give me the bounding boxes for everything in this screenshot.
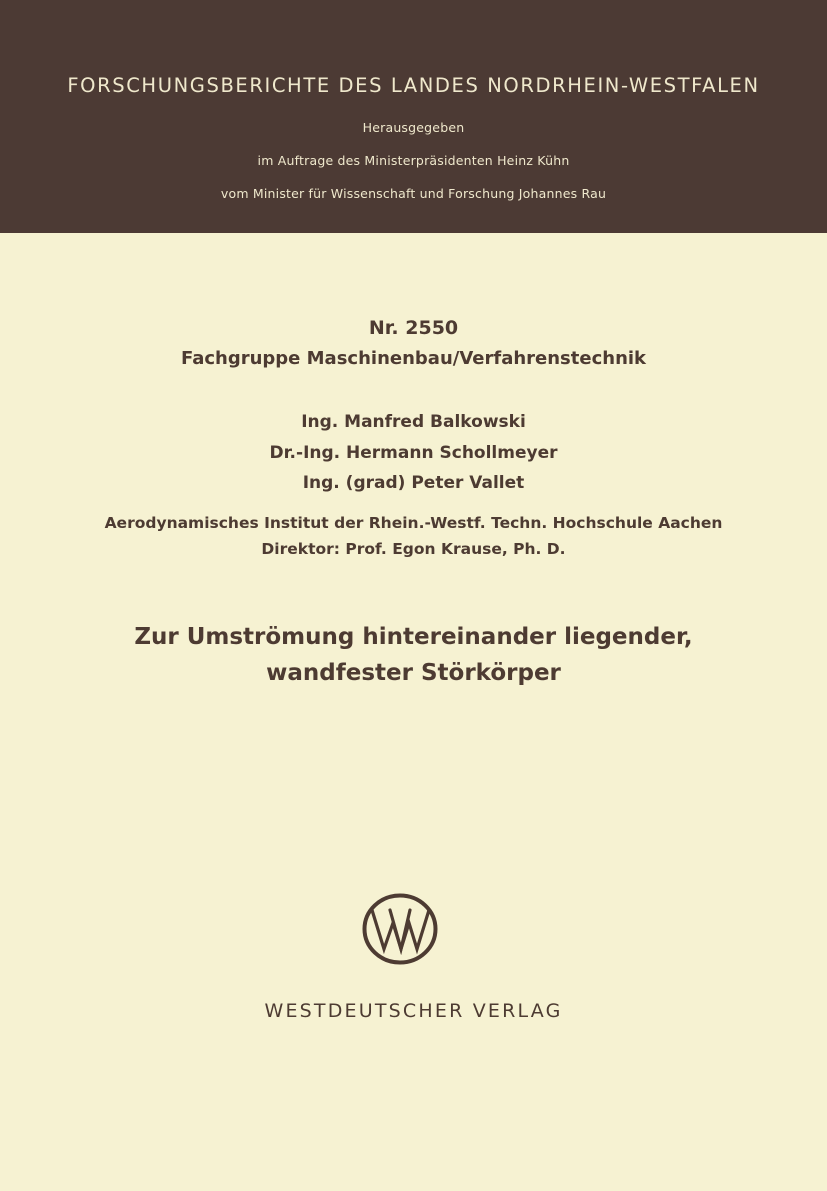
series-title: FORSCHUNGSBERICHTE DES LANDES NORDRHEIN-WESTFALEN: [67, 74, 760, 97]
header-commission: im Auftrage des Ministerpräsidenten Heinz Kühn: [257, 153, 570, 168]
author-2: Dr.-Ing. Hermann Schollmeyer: [269, 443, 558, 463]
subject-group: Fachgruppe Maschinenbau/Verfahrenstechnik: [180, 348, 647, 369]
report-number: Nr. 2550: [368, 317, 459, 339]
book-title-line-1: Zur Umströmung hintereinander liegender,: [134, 624, 693, 650]
header-band: [0, 0, 827, 233]
author-3: Ing. (grad) Peter Vallet: [302, 473, 525, 493]
institute-director: Direktor: Prof. Egon Krause, Ph. D.: [261, 540, 566, 558]
publisher-name: WESTDEUTSCHER VERLAG: [264, 1000, 563, 1022]
institute-name: Aerodynamisches Institut der Rhein.-Westf. Techn. Hochschule Aachen: [104, 514, 723, 532]
header-minister: vom Minister für Wissenschaft und Forschung Johannes Rau: [220, 186, 607, 201]
author-1: Ing. Manfred Balkowski: [301, 412, 526, 432]
header-edited-by: Herausgegeben: [362, 120, 465, 135]
book-title-line-2: wandfester Störkörper: [266, 660, 561, 686]
wv-circle-logo-icon: [362, 893, 438, 965]
